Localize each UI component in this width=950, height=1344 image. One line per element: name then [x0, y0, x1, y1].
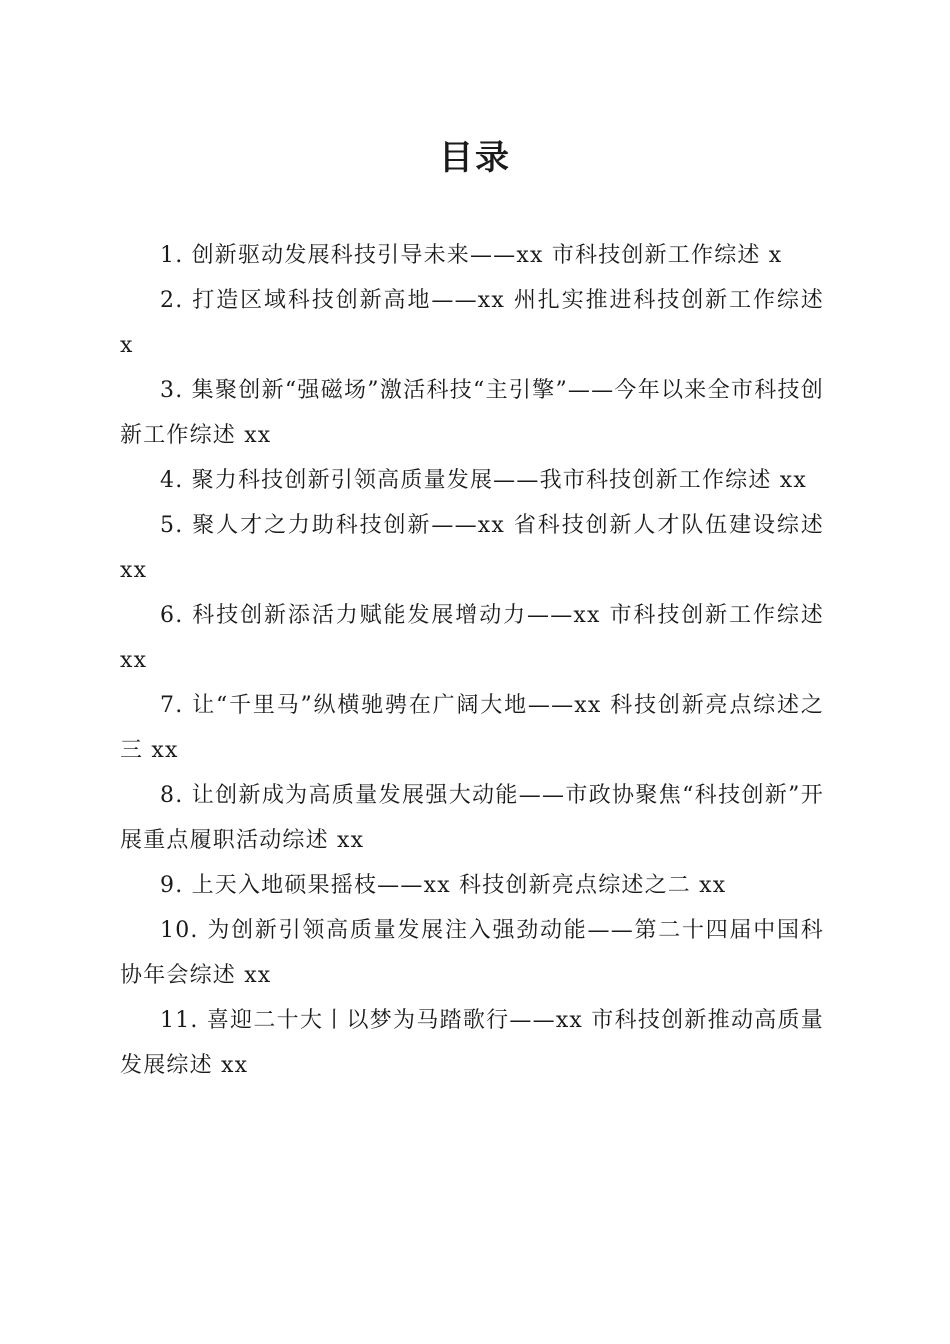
page-title: 目录 [439, 138, 511, 178]
toc-item: 4. 聚力科技创新引领高质量发展——我市科技创新工作综述 xx [160, 468, 807, 493]
toc-item: 8. 让创新成为高质量发展强大动能——市政协聚焦“科技创新”开展重点履职活动综述 xx [120, 783, 824, 853]
toc-item: 1. 创新驱动发展科技引导未来——xx 市科技创新工作综述 x [160, 243, 783, 268]
table-of-contents [120, 233, 824, 1088]
toc-item: 5. 聚人才之力助科技创新——xx 省科技创新人才队伍建设综述 xx [120, 513, 824, 583]
toc-item: 11. 喜迎二十大丨以梦为马踏歌行——xx 市科技创新推动高质量发展综述 xx [120, 1008, 824, 1078]
toc-item: 9. 上天入地硕果摇枝——xx 科技创新亮点综述之二 xx [160, 873, 727, 898]
toc-item: 10. 为创新引领高质量发展注入强劲动能——第二十四届中国科协年会综述 xx [120, 918, 824, 988]
toc-item: 2. 打造区域科技创新高地——xx 州扎实推进科技创新工作综述 x [120, 288, 824, 358]
toc-item: 3. 集聚创新“强磁场”激活科技“主引擎”——今年以来全市科技创新工作综述 xx [120, 378, 824, 448]
toc-item: 6. 科技创新添活力赋能发展增动力——xx 市科技创新工作综述 xx [120, 603, 824, 673]
toc-item: 7. 让“千里马”纵横驰骋在广阔大地——xx 科技创新亮点综述之三 xx [120, 693, 824, 763]
